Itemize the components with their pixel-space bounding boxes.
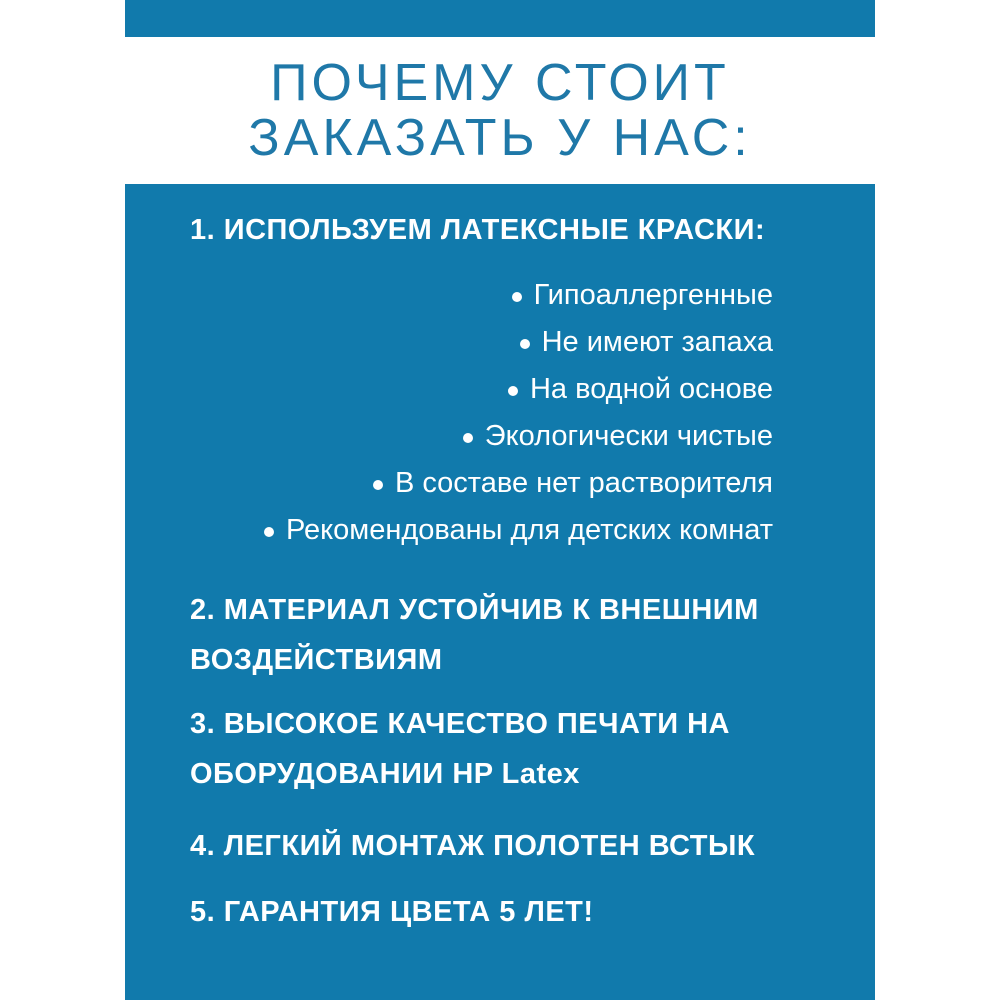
bullet-text: На водной основе (529, 373, 773, 405)
bullet-text: Не имеют запаха (541, 326, 773, 358)
page-title (248, 53, 752, 167)
header-band (0, 37, 1000, 184)
bullet-dot-icon (520, 339, 530, 349)
bullet-item (264, 507, 773, 554)
bullet-dot-icon (373, 480, 383, 490)
benefit-2-heading-line: 2. МАТЕРИАЛ УСТОЙЧИВ К ВНЕШНИМ (190, 594, 759, 626)
bullet-item (264, 460, 773, 507)
benefit-5-heading-line: 5. ГАРАНТИЯ ЦВЕТА 5 ЛЕТ! (190, 896, 594, 928)
title-line-2: ЗАКАЗАТЬ У НАС: (248, 108, 752, 167)
bullet-item (264, 366, 773, 413)
benefit-1-heading-line: 1. ИСПОЛЬЗУЕМ ЛАТЕКСНЫЕ КРАСКИ: (190, 214, 766, 246)
benefit-1-heading (190, 205, 765, 255)
bullet-item (264, 272, 773, 319)
benefit-1-bullet-list (264, 272, 773, 554)
title-line-1: ПОЧЕМУ СТОИТ (270, 53, 730, 112)
bullet-dot-icon (508, 386, 518, 396)
bullet-item (264, 413, 773, 460)
benefit-2-heading-line: ВОЗДЕЙСТВИЯМ (190, 644, 443, 676)
bullet-dot-icon (512, 292, 522, 302)
benefit-3-heading (190, 699, 730, 799)
benefit-5-heading (190, 887, 594, 937)
bullet-item (264, 319, 773, 366)
bullet-text: Экологически чистые (484, 420, 773, 452)
benefit-2-heading (190, 585, 759, 685)
bullet-text: В составе нет растворителя (394, 467, 773, 499)
benefit-3-heading-line: 3. ВЫСОКОЕ КАЧЕСТВО ПЕЧАТИ НА (190, 708, 730, 740)
bullet-text: Гипоаллергенные (533, 279, 773, 311)
benefit-4-heading (190, 821, 755, 871)
benefit-3-heading-line: ОБОРУДОВАНИИ HP Latex (190, 758, 580, 790)
bullet-dot-icon (264, 527, 274, 537)
benefit-4-heading-line: 4. ЛЕГКИЙ МОНТАЖ ПОЛОТЕН ВСТЫК (190, 830, 756, 862)
bullet-dot-icon (463, 433, 473, 443)
bullet-text: Рекомендованы для детских комнат (285, 514, 773, 546)
